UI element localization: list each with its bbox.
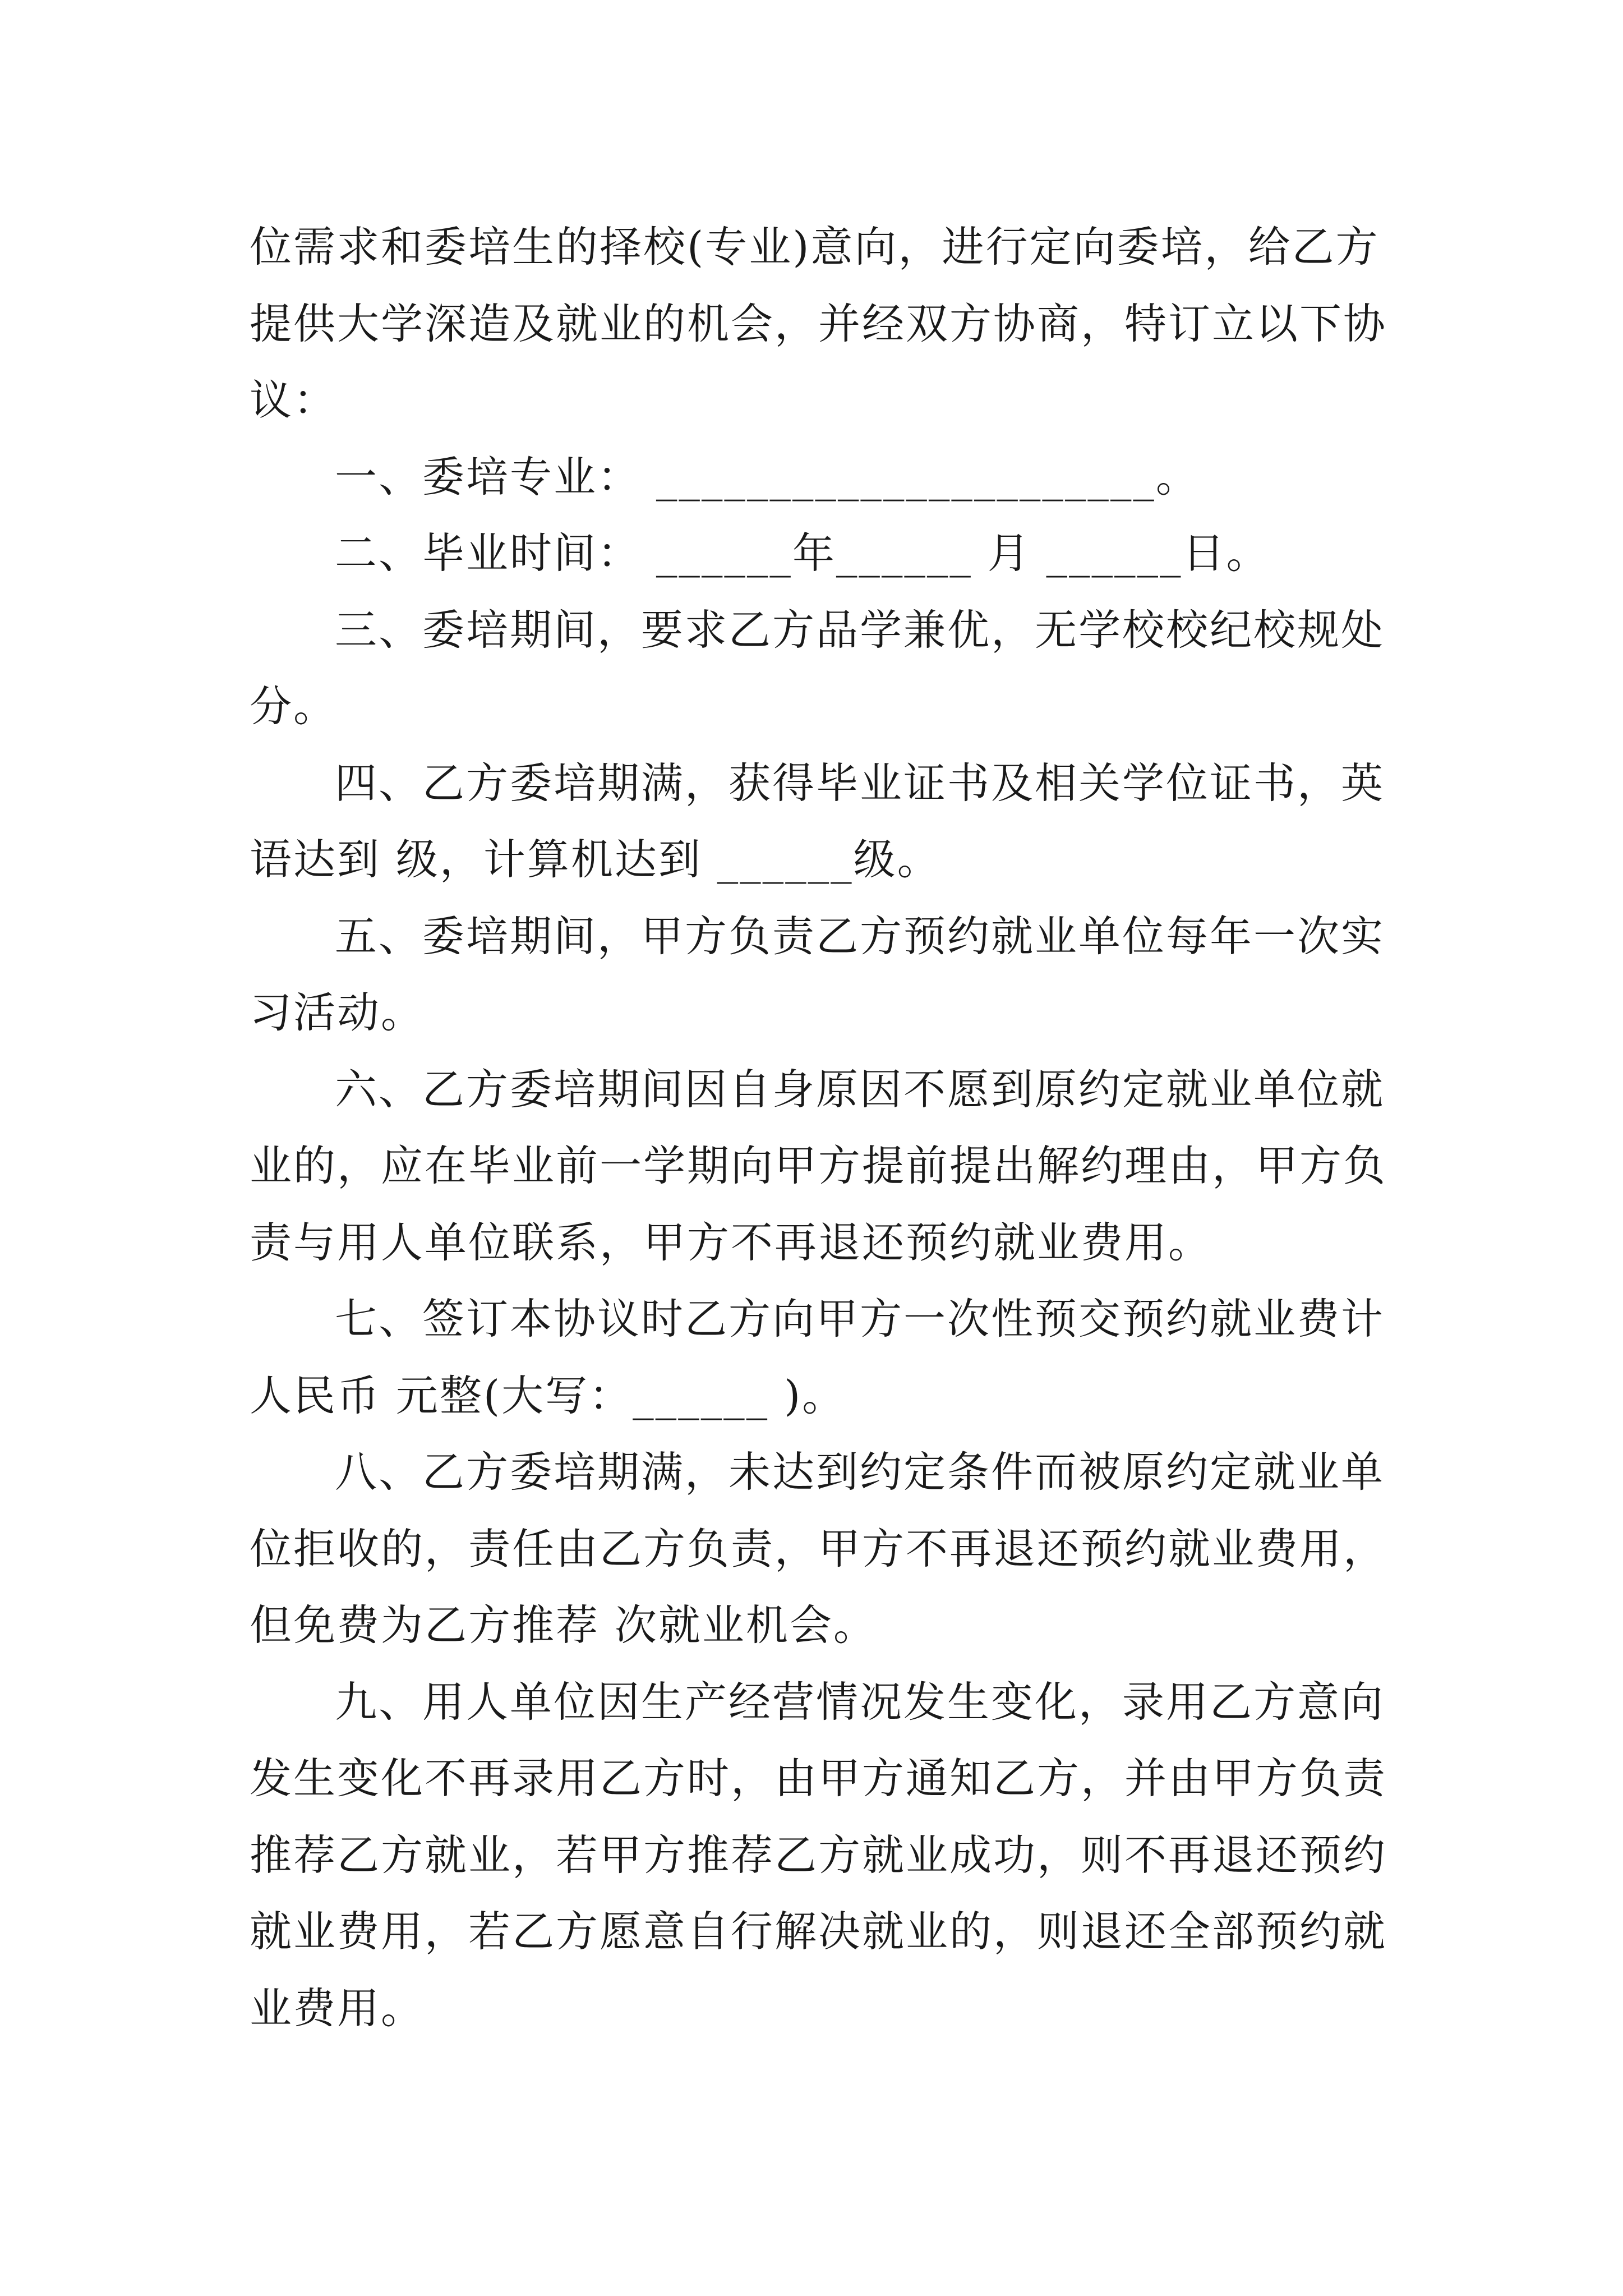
clause-1-major: 一、委培专业： ______________________。	[335, 452, 1200, 501]
clause-9: 九、用人单位因生产经营情况发生变化，录用乙方意向	[335, 1677, 1385, 1727]
text-line: 提供大学深造及就业的机会，并经双方协商，特订立以下协	[250, 298, 1387, 348]
text-line: 责与用人单位联系，甲方不再退还预约就业费用。	[250, 1217, 1212, 1267]
clause-4: 四、乙方委培期满，获得毕业证书及相关学位证书，英	[335, 758, 1385, 808]
text-line: 业费用。	[250, 1983, 425, 2033]
text-line: 就业费用，若乙方愿意自行解决就业的，则退还全部预约就	[250, 1907, 1387, 1956]
text-line: 推荐乙方就业，若甲方推荐乙方就业成功，则不再退还预约	[250, 1830, 1387, 1880]
text-line: 业的，应在毕业前一学期向甲方提前提出解约理由，甲方负	[250, 1141, 1387, 1190]
clause-3: 三、委培期间，要求乙方品学兼优，无学校校纪校规处	[335, 605, 1385, 655]
text-line: 位需求和委培生的择校(专业)意向，进行定向委培，给乙方	[250, 222, 1380, 272]
text-line: 发生变化不再录用乙方时，由甲方通知乙方，并由甲方负责	[250, 1754, 1387, 1803]
text-line: 习活动。	[250, 988, 425, 1037]
text-line: 位拒收的，责任由乙方负责，甲方不再退还预约就业费用，	[250, 1524, 1387, 1573]
text-line: 分。	[250, 682, 338, 731]
clause-2-graduation-date: 二、毕业时间： ______年______ 月 ______日。	[335, 528, 1270, 578]
document-page	[250, 209, 1388, 2046]
text-line: 人民币 元整(大写：______ )。	[250, 1370, 846, 1420]
text-line: 但免费为乙方推荐 次就业机会。	[250, 1600, 877, 1650]
clause-5: 五、委培期间，甲方负责乙方预约就业单位每年一次实	[335, 911, 1385, 961]
clause-6: 六、乙方委培期间因自身原因不愿到原约定就业单位就	[335, 1064, 1385, 1114]
clause-7: 七、签订本协议时乙方向甲方一次性预交预约就业费计	[335, 1294, 1385, 1343]
text-line: 语达到 级，计算机达到 ______级。	[250, 835, 941, 884]
clause-8: 八、乙方委培期满，未达到约定条件而被原约定就业单	[335, 1447, 1385, 1497]
text-line: 议：	[250, 375, 338, 425]
